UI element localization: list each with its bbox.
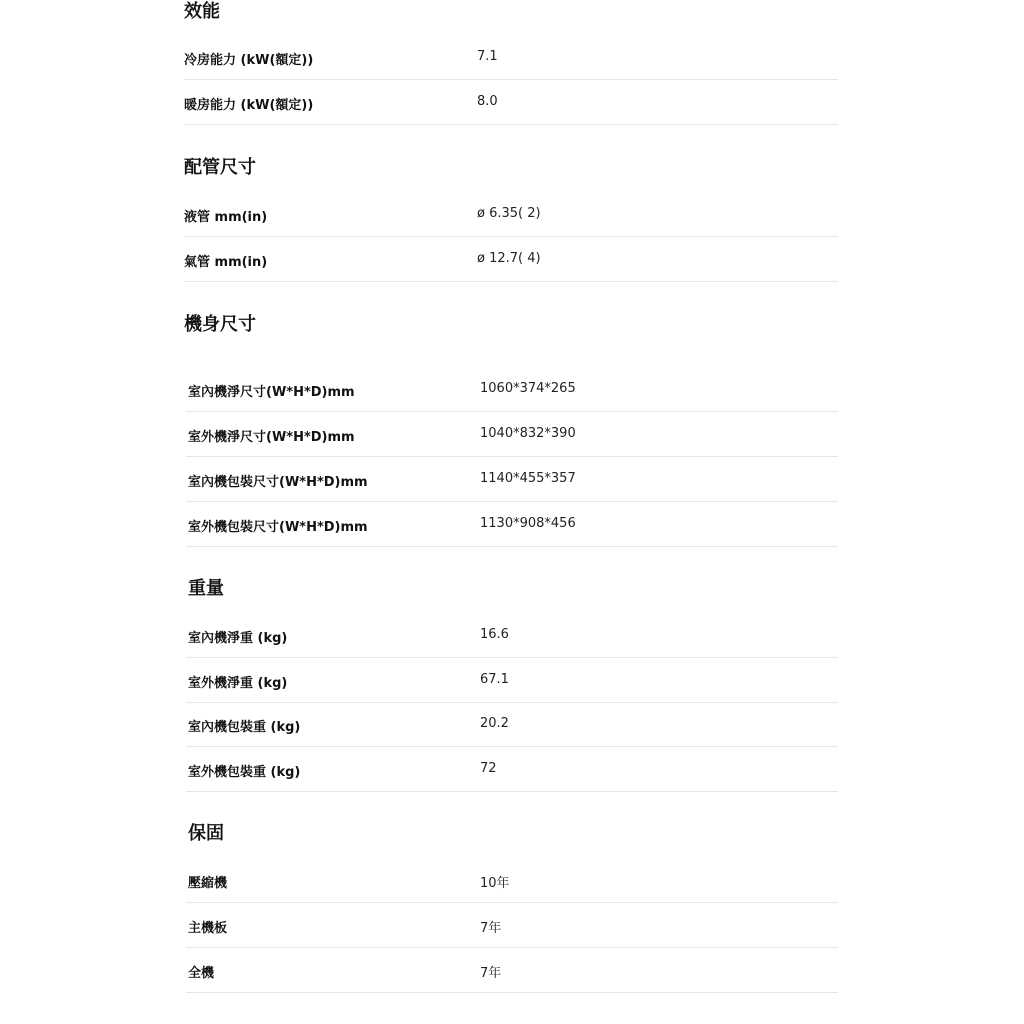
spec-label: 室內機淨尺寸(W*H*D)mm xyxy=(188,385,355,400)
spec-value: 7.1 xyxy=(477,49,498,64)
spec-value: 7年 xyxy=(480,966,502,981)
spec-value: 8.0 xyxy=(477,94,498,109)
spec-label: 室外機包裝尺寸(W*H*D)mm xyxy=(188,520,368,535)
spec-row-indoor-net-size xyxy=(186,367,838,412)
spec-label: 室外機淨尺寸(W*H*D)mm xyxy=(188,430,355,445)
spec-value: 1140*455*357 xyxy=(480,471,576,486)
spec-label: 暖房能力 (kW(額定)) xyxy=(184,98,314,113)
spec-row-compressor-warranty xyxy=(186,858,838,903)
spec-value: 1040*832*390 xyxy=(480,426,576,441)
spec-label: 室外機淨重 (kg) xyxy=(188,676,288,691)
spec-row-indoor-package-size xyxy=(186,457,838,502)
spec-label: 冷房能力 (kW(額定)) xyxy=(184,53,314,68)
spec-label: 全機 xyxy=(188,966,215,981)
spec-value: 1130*908*456 xyxy=(480,516,576,531)
spec-row-outdoor-net-weight xyxy=(186,658,838,703)
section-title-efficiency: 效能 xyxy=(184,1,220,22)
spec-row-indoor-net-weight xyxy=(186,613,838,658)
spec-row-liquid-pipe xyxy=(184,192,838,237)
section-title-body-dimensions: 機身尺寸 xyxy=(184,314,256,335)
spec-value: ø 12.7( 4) xyxy=(477,251,541,266)
spec-label: 壓縮機 xyxy=(188,876,228,891)
spec-row-outdoor-net-size xyxy=(186,412,838,457)
spec-label: 氣管 mm(in) xyxy=(184,255,268,270)
spec-label: 主機板 xyxy=(188,921,228,936)
spec-value: 10年 xyxy=(480,876,510,891)
spec-row-mainboard-warranty xyxy=(186,903,838,948)
spec-value: ø 6.35( 2) xyxy=(477,206,541,221)
spec-label: 室內機包裝重 (kg) xyxy=(188,720,301,735)
spec-label: 室外機包裝重 (kg) xyxy=(188,765,301,780)
section-title-warranty: 保固 xyxy=(188,823,224,844)
spec-row-heating-capacity xyxy=(184,80,838,125)
spec-value: 67.1 xyxy=(480,672,509,687)
spec-row-indoor-package-weight xyxy=(186,702,838,747)
section-title-weight: 重量 xyxy=(188,578,224,599)
spec-row-gas-pipe xyxy=(184,237,838,282)
spec-label: 液管 mm(in) xyxy=(184,210,268,225)
section-title-piping-size: 配管尺寸 xyxy=(184,157,256,178)
spec-label: 室內機包裝尺寸(W*H*D)mm xyxy=(188,475,368,490)
spec-row-cooling-capacity xyxy=(184,35,838,80)
spec-value: 7年 xyxy=(480,921,502,936)
spec-label: 室內機淨重 (kg) xyxy=(188,631,288,646)
spec-row-outdoor-package-size xyxy=(186,502,838,547)
spec-row-whole-unit-warranty xyxy=(186,948,838,993)
spec-value: 16.6 xyxy=(480,627,509,642)
spec-value: 1060*374*265 xyxy=(480,381,576,396)
spec-value: 72 xyxy=(480,761,497,776)
spec-row-outdoor-package-weight xyxy=(186,747,838,792)
spec-value: 20.2 xyxy=(480,716,509,731)
